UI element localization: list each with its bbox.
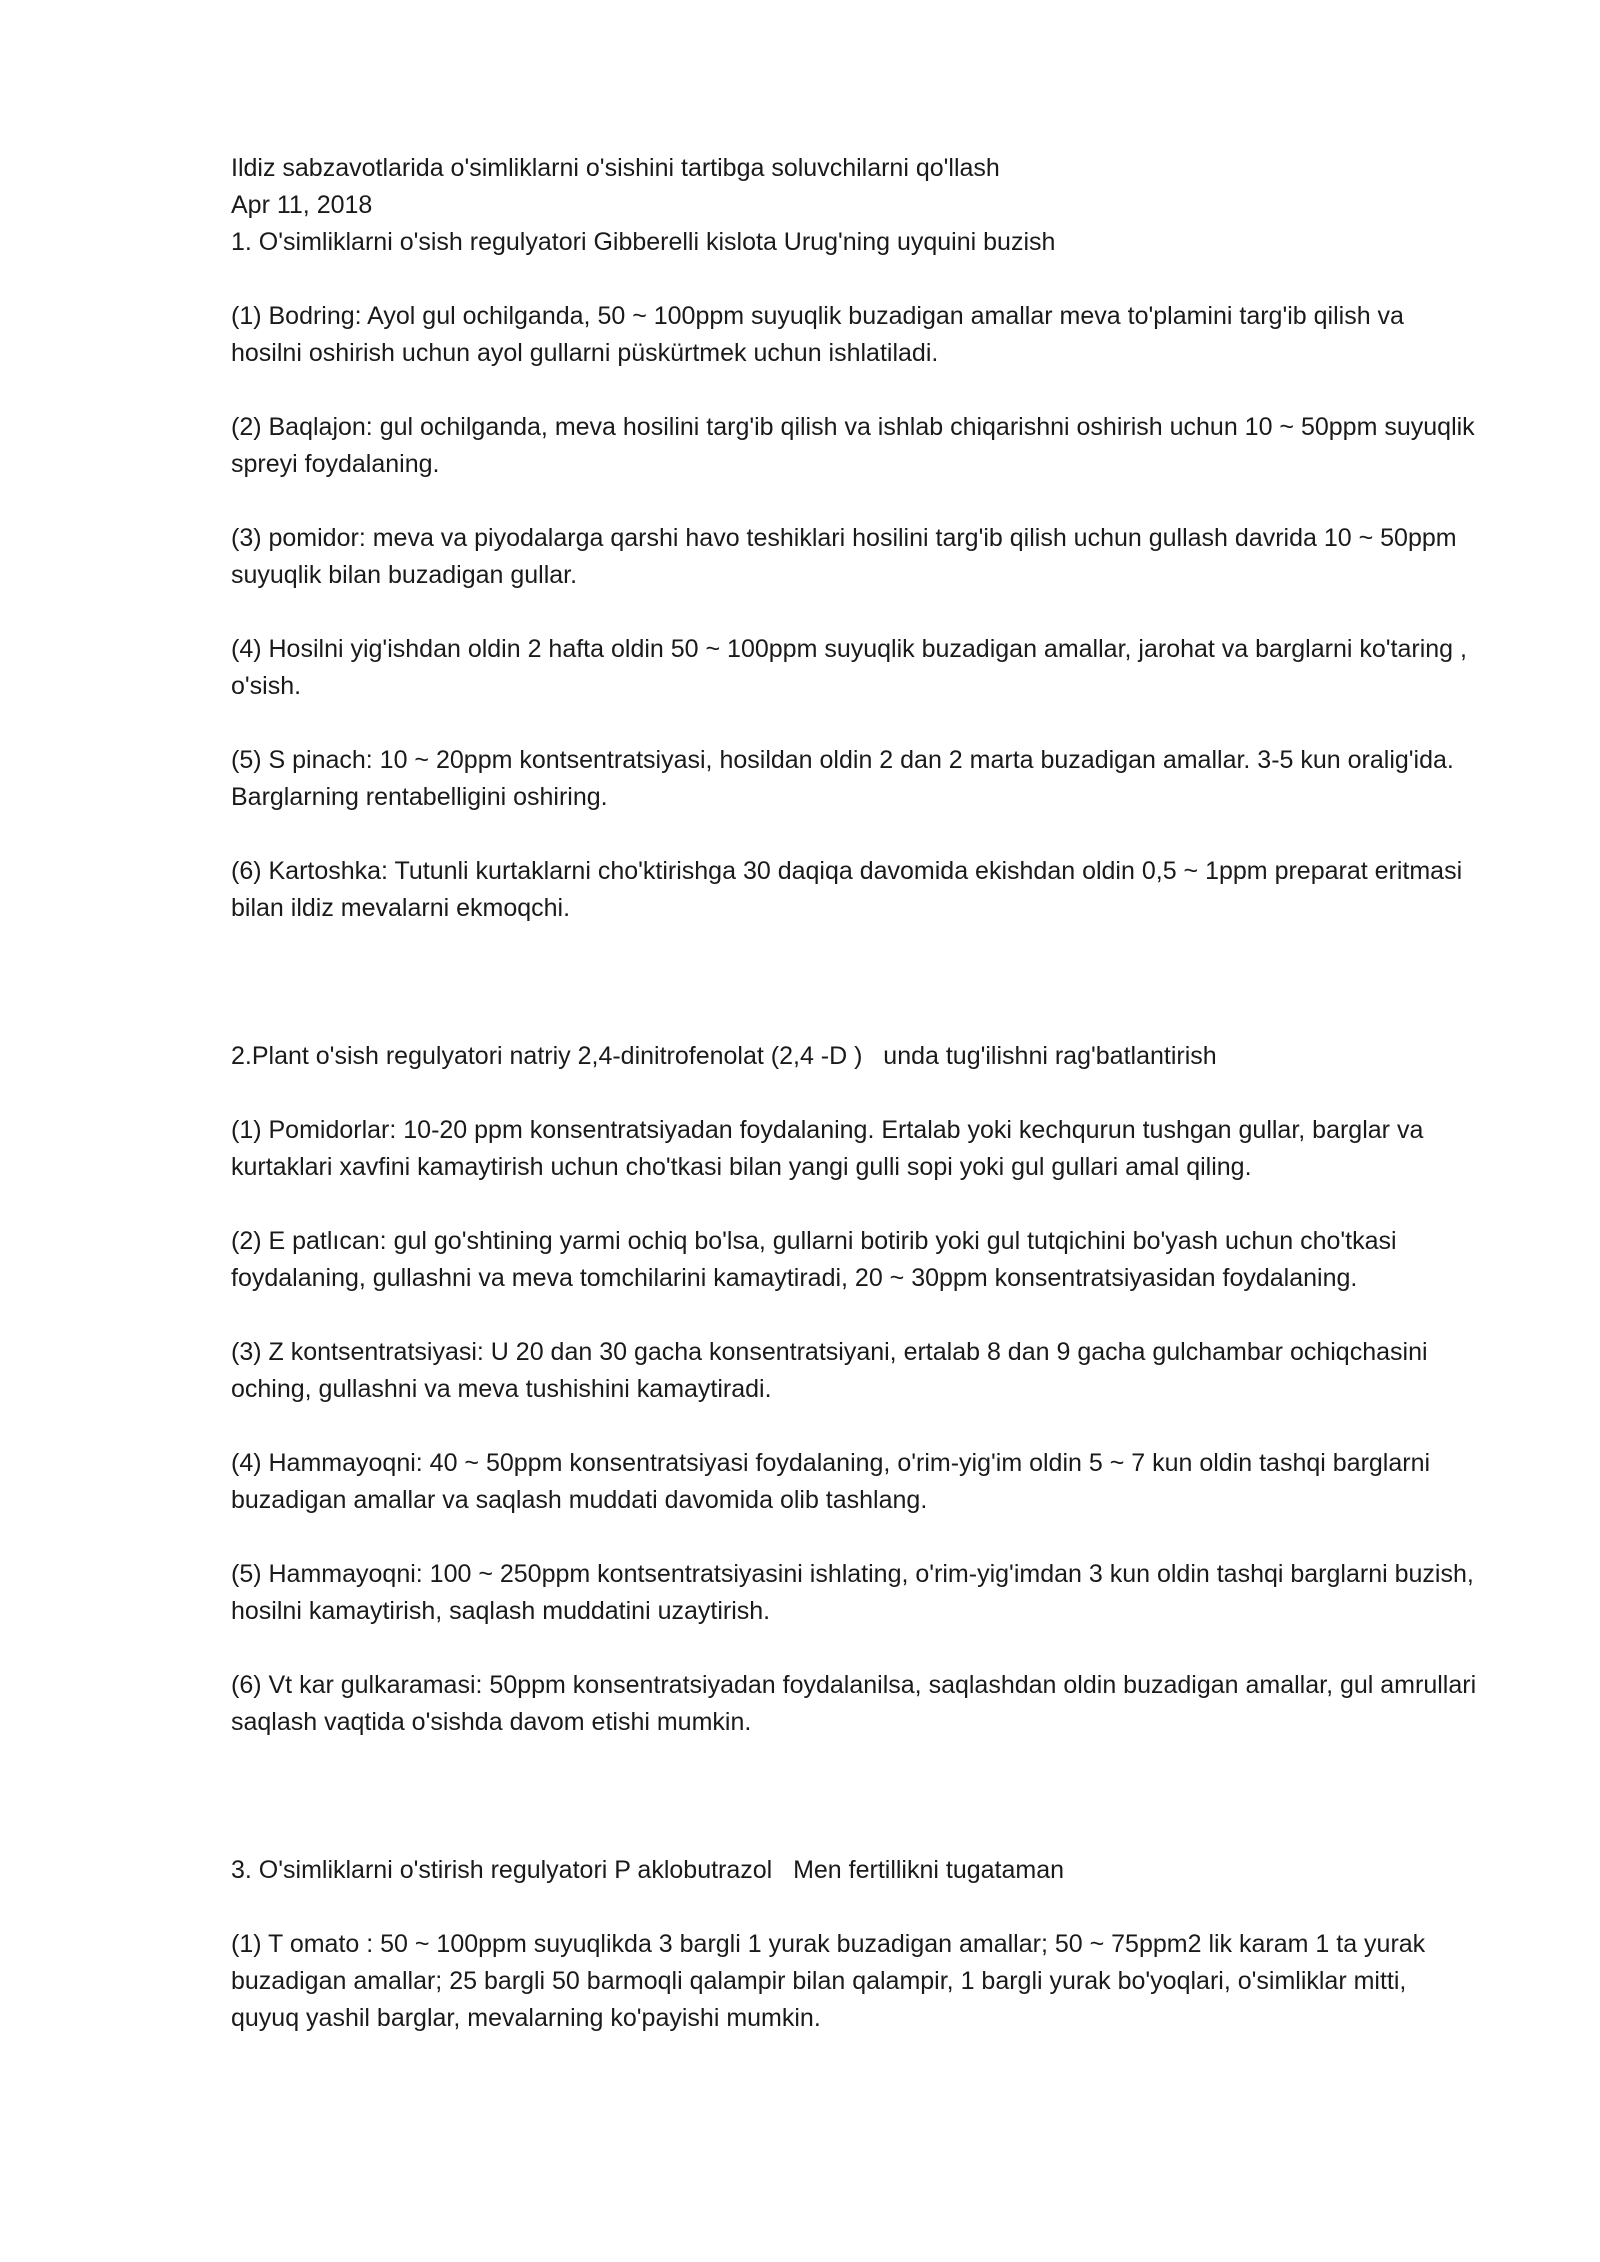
section-2-item-6: (6) Vt kar gulkaramasi: 50ppm konsentratsiyadan foydalanilsa, saqlashdan oldin buzadigan amallar, gul amrullari saqlash vaqtida o'sishda davom etishi mumkin. xyxy=(231,1671,1477,1736)
document-title: Ildiz sabzavotlarida o'simliklarni o'sishini tartibga soluvchilarni qo'llash xyxy=(231,154,1000,182)
section-1-heading: 1. O'simliklarni o'sish regulyatori Gibberelli kislota Urug'ning uyquini buzish xyxy=(231,228,1056,256)
document-date: Apr 11, 2018 xyxy=(231,191,373,219)
section-1-item-2: (2) Baqlajon: gul ochilganda, meva hosilini targ'ib qilish va ishlab chiqarishni oshirish uchun 10 ~ 50ppm suyuqlik spreyi foydalaning. xyxy=(231,413,1475,478)
section-2-item-1: (1) Pomidorlar: 10-20 ppm konsentratsiyadan foydalaning. Ertalab yoki kechqurun tushgan gullar, barglar va kurtaklari xavfini kamaytirish uchun cho'tkasi bilan yangi gulli sopi yoki gul gullari amal qiling. xyxy=(231,1116,1424,1181)
section-2-item-4: (4) Hammayoqni: 40 ~ 50ppm konsentratsiyasi foydalaning, o'rim-yig'im oldin 5 ~ 7 kun oldin tashqi barglarni buzadigan amallar va saqlash muddati davomida olib tashlang. xyxy=(231,1449,1431,1514)
section-1-item-4: (4) Hosilni yig'ishdan oldin 2 hafta oldin 50 ~ 100ppm suyuqlik buzadigan amallar, jarohat va barglarni ko'taring , o'sish. xyxy=(231,635,1467,700)
section-1-item-1: (1) Bodring: Ayol gul ochilganda, 50 ~ 100ppm suyuqlik buzadigan amallar meva to'plamini targ'ib qilish va hosilni oshirish uchun ayol gullarni püskürtmek uchun ishlatiladi. xyxy=(231,302,1404,367)
section-2-item-3: (3) Z kontsentratsiyasi: U 20 dan 30 gacha konsentratsiyani, ertalab 8 dan 9 gacha gulchambar ochiqchasini oching, gullashni va meva tushishini kamaytiradi. xyxy=(231,1338,1428,1403)
section-1-item-3: (3) pomidor: meva va piyodalarga qarshi havo teshiklari hosilini targ'ib qilish uchun gullash davrida 10 ~ 50ppm suyuqlik bilan buzadigan gullar. xyxy=(231,524,1457,589)
section-3-heading: 3. O'simliklarni o'stirish regulyatori P aklobutrazol Men fertillikni tugataman xyxy=(231,1856,1065,1884)
section-2-item-2: (2) E patlıcan: gul go'shtining yarmi ochiq bo'lsa, gullarni botirib yoki gul tutqichini bo'yash uchun cho'tkasi foydalaning, gullashni va meva tomchilarini kamaytiradi, 20 ~ 30ppm konsentratsiyasidan foydalaning. xyxy=(231,1227,1397,1292)
document-page xyxy=(231,150,1481,2037)
section-3-item-1: (1) T omato : 50 ~ 100ppm suyuqlikda 3 bargli 1 yurak buzadigan amallar; 50 ~ 75ppm2 lik karam 1 ta yurak buzadigan amallar; 25 bargli 50 barmoqli qalampir bilan qalampir, 1 bargli yurak bo'yoqlari, o'simliklar mitti, quyuq yashil barglar, mevalarning ko'payishi mumkin. xyxy=(231,1930,1426,2032)
section-2-heading: 2.Plant o'sish regulyatori natriy 2,4-dinitrofenolat (2,4 -D ) unda tug'ilishni rag'batlantirish xyxy=(231,1042,1217,1070)
section-1-item-6: (6) Kartoshka: Tutunli kurtaklarni cho'ktirishga 30 daqiqa davomida ekishdan oldin 0,5 ~ 1ppm preparat eritmasi bilan ildiz mevalarni ekmoqchi. xyxy=(231,857,1463,922)
section-2-item-5: (5) Hammayoqni: 100 ~ 250ppm kontsentratsiyasini ishlating, o'rim-yig'imdan 3 kun oldin tashqi barglarni buzish, hosilni kamaytirish, saqlash muddatini uzaytirish. xyxy=(231,1560,1474,1625)
section-1-item-5: (5) S pinach: 10 ~ 20ppm kontsentratsiyasi, hosildan oldin 2 dan 2 marta buzadigan amallar. 3-5 kun oralig'ida. Barglarning rentabelligini oshiring. xyxy=(231,746,1454,811)
